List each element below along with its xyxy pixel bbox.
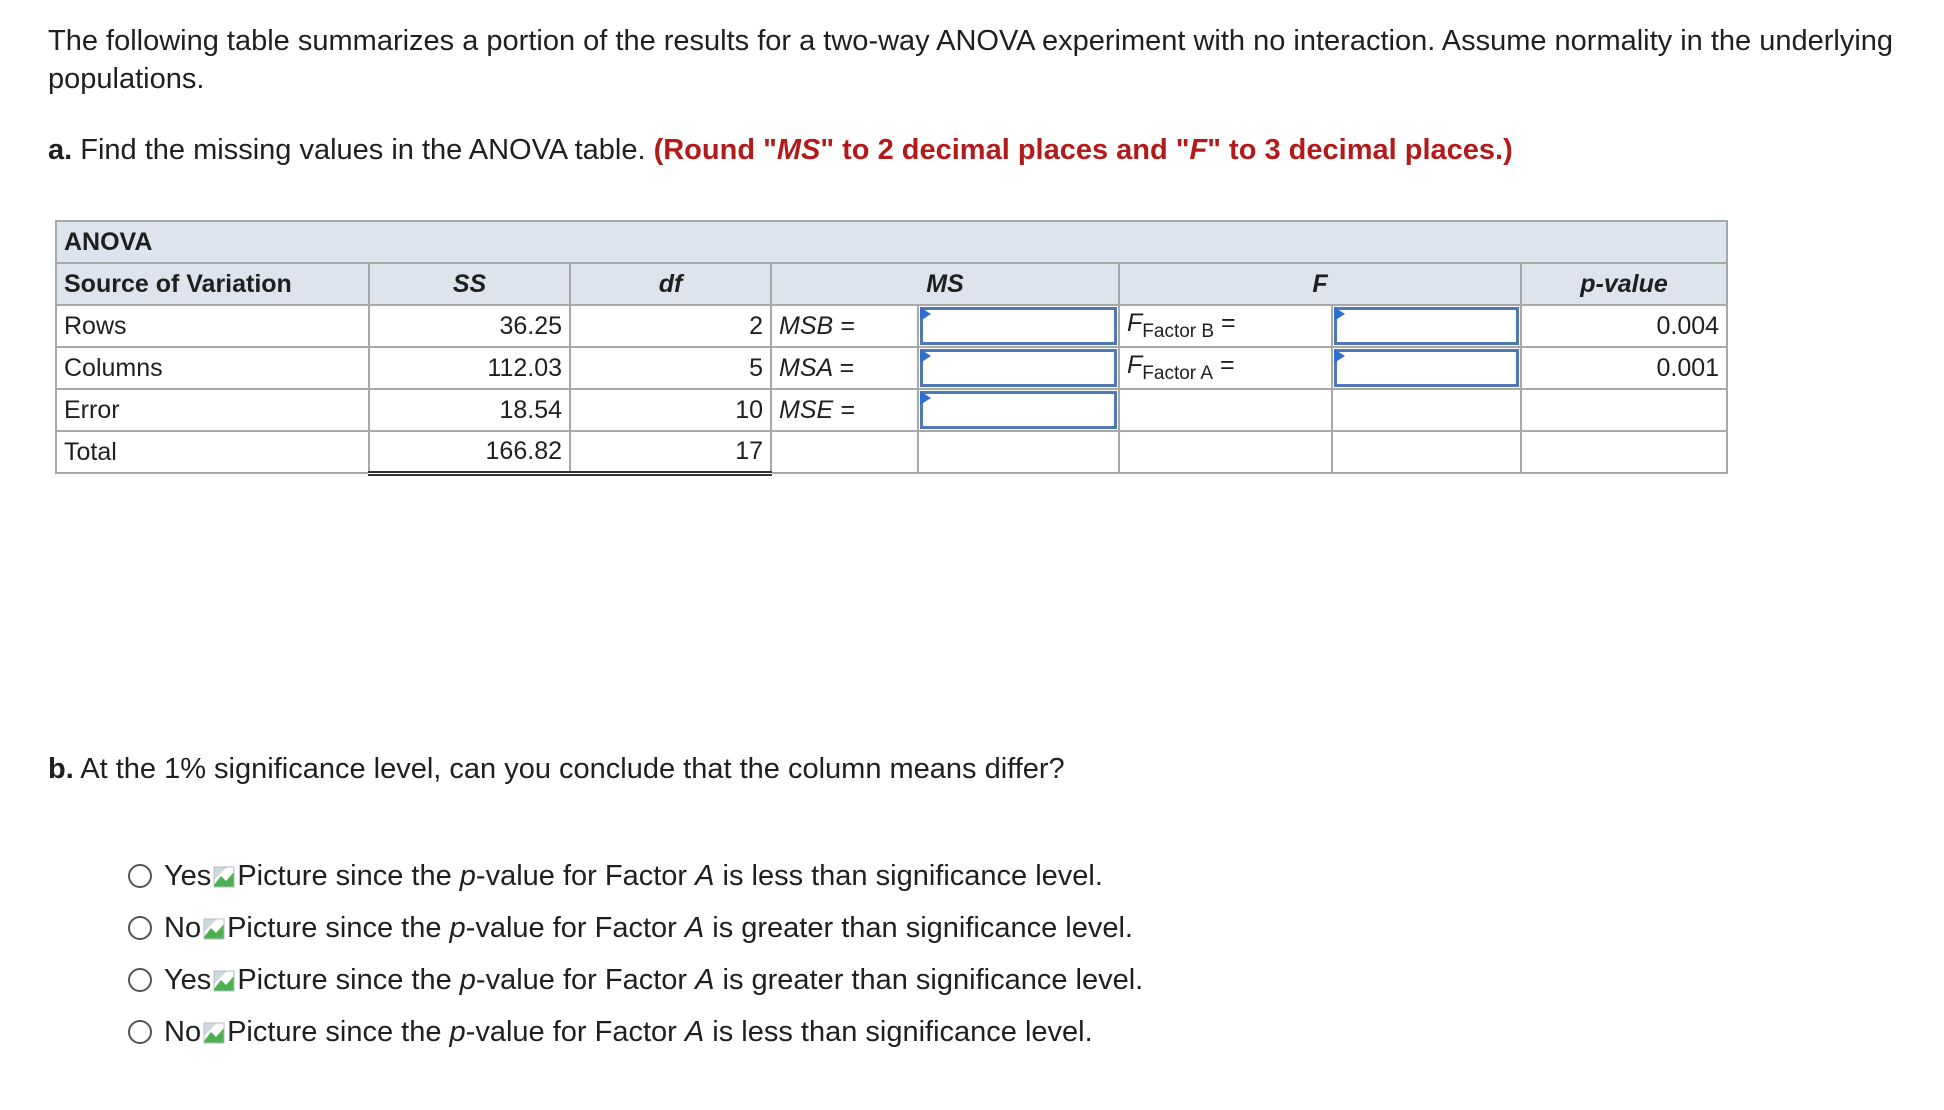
- empty-cell: [1332, 431, 1521, 473]
- radio-button[interactable]: [128, 1020, 152, 1044]
- table-row-columns: [56, 347, 1727, 389]
- broken-image-icon: [213, 864, 235, 888]
- empty-cell: [771, 431, 918, 473]
- part-b-question: [48, 750, 1065, 788]
- empty-cell: [1521, 389, 1727, 431]
- f-factor-a-input[interactable]: [1332, 347, 1521, 389]
- mse-input[interactable]: [918, 389, 1119, 431]
- f-factor-b-label: $F_{Factor B}$ =: [1119, 305, 1332, 347]
- msb-label: MSB =: [771, 305, 918, 347]
- mse-label: MSE =: [771, 389, 918, 431]
- source-cell: Columns: [56, 347, 369, 389]
- option-text: since the p-value for Factor A is less than significance level.: [327, 859, 1103, 892]
- p-value-cell: 0.004: [1521, 305, 1727, 347]
- df-cell: 10: [570, 389, 771, 431]
- option-text: since the p-value for Factor A is greater than significance level.: [317, 911, 1133, 944]
- msa-input[interactable]: [918, 347, 1119, 389]
- ss-cell: 18.54: [369, 389, 570, 431]
- df-cell: 2: [570, 305, 771, 347]
- part-b-text: At the 1% significance level, can you conclude that the column means differ?: [80, 753, 1065, 785]
- input-marker-icon: [1334, 349, 1345, 363]
- option-answer: No: [164, 1015, 202, 1048]
- empty-cell: [918, 431, 1119, 473]
- option-answer: Yes: [164, 963, 212, 996]
- empty-cell: [1521, 431, 1727, 473]
- option-1[interactable]: [128, 850, 1143, 902]
- input-marker-icon: [1334, 307, 1345, 321]
- ss-cell: 112.03: [369, 347, 570, 389]
- empty-cell: [1119, 389, 1332, 431]
- option-4[interactable]: [128, 1006, 1143, 1058]
- f-factor-a-label: $F_{Factor A}$ =: [1119, 347, 1332, 389]
- ss-cell: 166.82: [369, 431, 570, 473]
- header-f: F: [1119, 263, 1521, 305]
- msb-input[interactable]: [918, 305, 1119, 347]
- answer-options: [128, 850, 1143, 1058]
- broken-picture: Picture: [211, 860, 327, 893]
- part-a-question: [48, 131, 1513, 169]
- table-row-total: [56, 431, 1727, 473]
- option-text: since the p-value for Factor A is less than significance level.: [317, 1015, 1093, 1048]
- anova-table: [55, 220, 1728, 476]
- table-header-row: [56, 263, 1727, 305]
- header-ms: MS: [771, 263, 1119, 305]
- empty-cell: [1119, 431, 1332, 473]
- broken-image-icon: [203, 1020, 225, 1044]
- broken-image-icon: [203, 916, 225, 940]
- option-2[interactable]: [128, 902, 1143, 954]
- radio-button[interactable]: [128, 916, 152, 940]
- input-marker-icon: [920, 307, 931, 321]
- radio-button[interactable]: [128, 968, 152, 992]
- p-value-cell: 0.001: [1521, 347, 1727, 389]
- ss-cell: 36.25: [369, 305, 570, 347]
- f-factor-b-input[interactable]: [1332, 305, 1521, 347]
- part-b-label: b.: [48, 753, 74, 785]
- anova-title: ANOVA: [56, 221, 1727, 263]
- option-3[interactable]: [128, 954, 1143, 1006]
- option-text: since the p-value for Factor A is greater than significance level.: [327, 963, 1144, 996]
- msa-label: MSA =: [771, 347, 918, 389]
- header-ss: SS: [369, 263, 570, 305]
- source-cell: Total: [56, 431, 369, 473]
- header-source: Source of Variation: [56, 263, 369, 305]
- rounding-instruction: (Round "MS" to 2 decimal places and "F" to 3 decimal places.): [653, 134, 1513, 166]
- radio-button[interactable]: [128, 864, 152, 888]
- problem-intro: The following table summarizes a portion of the results for a two-way ANOVA experiment with no interaction. Assume normality in the underlying populations.: [48, 25, 1894, 95]
- broken-picture: Picture: [201, 912, 317, 945]
- source-cell: Error: [56, 389, 369, 431]
- df-cell: 5: [570, 347, 771, 389]
- broken-picture: Picture: [211, 964, 327, 997]
- source-cell: Rows: [56, 305, 369, 347]
- broken-image-icon: [213, 968, 235, 992]
- header-p-value: p-value: [1521, 263, 1727, 305]
- df-cell: 17: [570, 431, 771, 473]
- table-row-error: [56, 389, 1727, 431]
- input-marker-icon: [920, 391, 931, 405]
- header-df: df: [570, 263, 771, 305]
- input-marker-icon: [920, 349, 931, 363]
- option-answer: Yes: [164, 859, 212, 892]
- table-row-rows: [56, 305, 1727, 347]
- part-a-text: Find the missing values in the ANOVA table.: [80, 134, 646, 166]
- empty-cell: [1332, 389, 1521, 431]
- broken-picture: Picture: [201, 1016, 317, 1049]
- option-answer: No: [164, 911, 202, 944]
- part-a-label: a.: [48, 134, 73, 166]
